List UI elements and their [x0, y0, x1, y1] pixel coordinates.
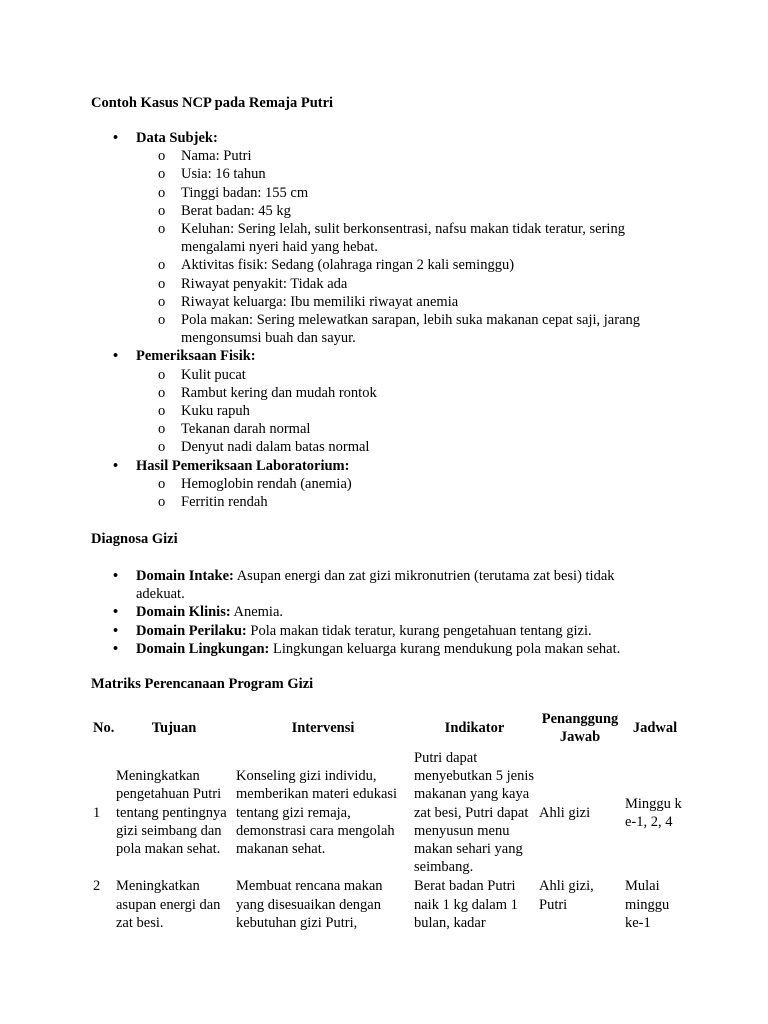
diagnosa-item-klinis [91, 603, 691, 621]
list-item: o Usia: 16 tahun [136, 165, 691, 183]
diagnosa-item-perilaku [91, 622, 691, 640]
laboratorium-item [91, 457, 691, 512]
cell-jadwal: Minggu ke-1, 2, 4 [625, 795, 682, 830]
list-item: o Riwayat keluarga: Ibu memiliki riwayat anemia [136, 293, 691, 311]
domain-text: Lingkungan keluarga kurang mendukung pola makan sehat. [269, 640, 621, 657]
column-header-no: No. [93, 719, 115, 736]
domain-text: Pola makan tidak teratur, kurang pengetahuan tentang gizi. [246, 622, 592, 639]
domain-label: Domain Klinis: [136, 604, 231, 621]
table-row [91, 748, 687, 876]
cell-indikator: Putri dapat menyebutkan 5 jenis makanan yang kaya zat besi, Putri dapat menyusun menu makan sehari yang seimbang. [414, 750, 535, 876]
column-header-penanggung-jawab: Penanggung Jawab [541, 710, 619, 745]
cell-no: 1 [93, 804, 101, 821]
matriks-heading: Matriks Perencanaan Program Gizi [91, 676, 314, 692]
data-subjek-label: Data Subjek: [136, 130, 218, 146]
list-item: o Riwayat penyakit: Tidak ada [136, 275, 691, 293]
domain-label: Domain Perilaku: [136, 622, 247, 639]
column-header-intervensi: Intervensi [291, 719, 355, 736]
cell-intervensi: Membuat rencana makan yang disesuaikan dengan kebutuhan gizi Putri, [236, 878, 383, 931]
list-item: o Tekanan darah normal [136, 420, 691, 438]
list-item: o Tinggi badan: 155 cm [136, 184, 691, 202]
cell-indikator: Berat badan Putri naik 1 kg dalam 1 bulan, kadar [414, 878, 518, 931]
list-item: o Denyut nadi dalam batas normal [136, 438, 691, 456]
domain-text: Asupan energi dan zat gizi mikronutrien (terutama zat besi) tidak adekuat. [136, 568, 615, 603]
diagnosa-item-lingkungan [91, 640, 691, 658]
list-item: o Kuku rapuh [136, 402, 691, 420]
column-header-jadwal: Jadwal [632, 719, 678, 736]
cell-jadwal: Mulai minggu ke-1 [625, 878, 670, 931]
table-header-row [91, 708, 687, 748]
diagnosa-list [91, 567, 691, 658]
table-row [91, 876, 687, 932]
list-item: o Pola makan: Sering melewatkan sarapan, lebih suka makanan cepat saji, jarang mengonsumsi buah dan sayur. [136, 311, 661, 347]
diagnosa-item-intake [91, 567, 636, 603]
domain-label: Domain Intake: [136, 568, 234, 584]
list-item: o Hemoglobin rendah (anemia) [136, 475, 691, 493]
laboratorium-sublist [136, 475, 691, 511]
pemeriksaan-fisik-label: Pemeriksaan Fisik: [136, 348, 256, 365]
domain-text: Anemia. [230, 604, 284, 621]
list-item: o Keluhan: Sering lelah, sulit berkonsentrasi, nafsu makan tidak teratur, sering mengalami nyeri haid yang hebat. [136, 220, 661, 256]
list-item: o Ferritin rendah [136, 493, 691, 511]
document-title: Contoh Kasus NCP pada Remaja Putri [91, 95, 334, 111]
cell-intervensi: Konseling gizi individu, memberikan materi edukasi tentang gizi remaja, demonstrasi cara mengolah makanan sehat. [236, 768, 398, 858]
list-item: o Nama: Putri [136, 147, 691, 165]
list-item: o Berat badan: 45 kg [136, 202, 691, 220]
laboratorium-label: Hasil Pemeriksaan Laboratorium: [136, 457, 350, 474]
list-item: o Rambut kering dan mudah rontok [136, 384, 691, 402]
cell-no: 2 [93, 878, 101, 895]
cell-tujuan: Meningkatkan pengetahuan Putri tentang pentingnya gizi seimbang dan pola makan sehat. [116, 768, 227, 858]
domain-label: Domain Lingkungan: [136, 640, 270, 657]
cell-penanggung-jawab: Ahli gizi [539, 804, 591, 821]
matriks-table [91, 708, 687, 932]
diagnosa-heading: Diagnosa Gizi [91, 531, 178, 547]
pemeriksaan-fisik-item [91, 347, 691, 456]
case-data-list [91, 129, 691, 511]
list-item: o Kulit pucat [136, 366, 691, 384]
column-header-tujuan: Tujuan [151, 719, 197, 736]
cell-penanggung-jawab: Ahli gizi, Putri [539, 878, 594, 913]
column-header-indikator: Indikator [444, 719, 505, 736]
list-item: o Aktivitas fisik: Sedang (olahraga ringan 2 kali seminggu) [136, 256, 691, 274]
pemeriksaan-fisik-sublist [136, 366, 691, 457]
data-subjek-sublist [136, 147, 691, 347]
data-subjek-item [91, 129, 691, 347]
cell-tujuan: Meningkatkan asupan energi dan zat besi. [116, 878, 221, 931]
